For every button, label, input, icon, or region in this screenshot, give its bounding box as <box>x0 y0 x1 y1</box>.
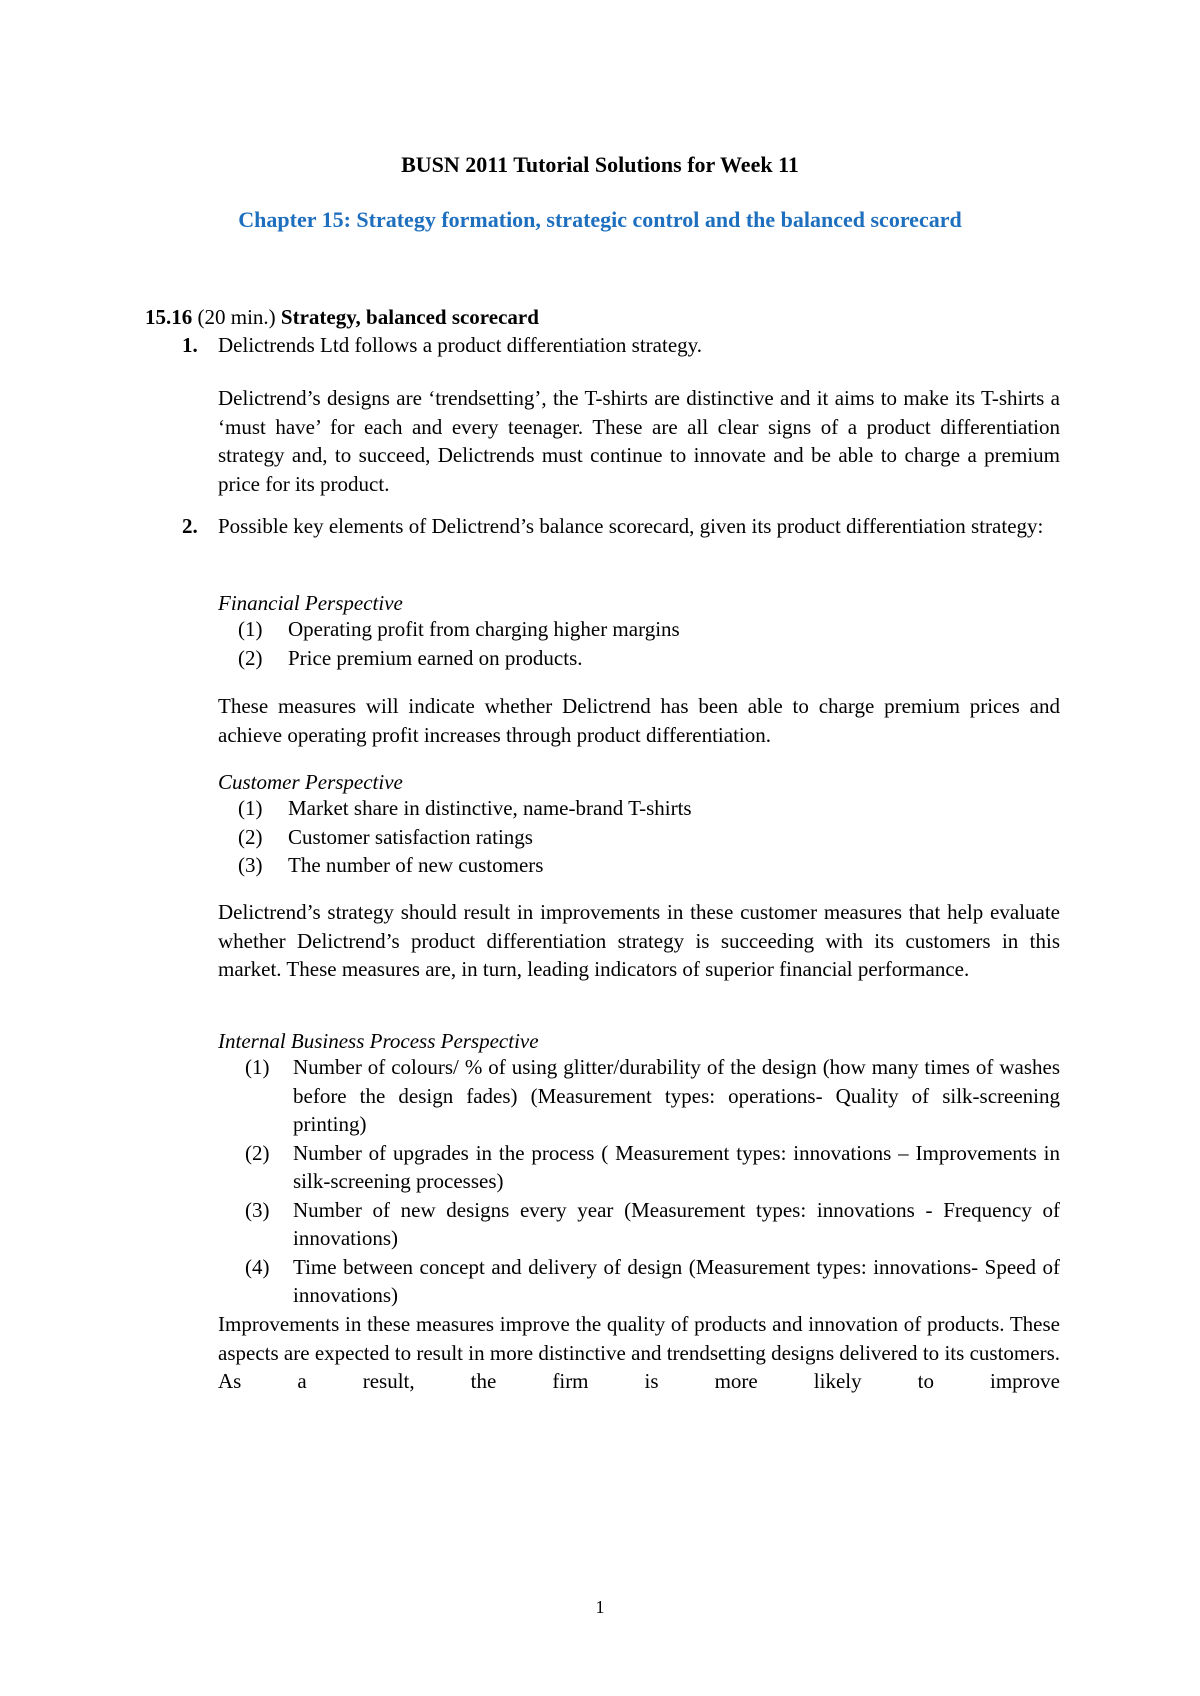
internal-comment: Improvements in these measures improve the quality of products and innovation of products. These aspects are expected to result in more distinctive and trendsetting designs delivered to its customers. As a result, the firm is more likely to improve <box>218 1312 1060 1393</box>
problem-name: Strategy, balanced scorecard <box>280 305 539 329</box>
list-marker: (3) <box>238 853 263 877</box>
part-2-statement: Possible key elements of Delictrend’s balance scorecard, given its product differentiation strategy: <box>218 514 1044 538</box>
list-item-text: Price premium earned on products. <box>288 645 583 670</box>
list-marker: (1) <box>238 617 263 641</box>
problem-number: 15.16 <box>145 305 193 329</box>
problem-heading <box>145 303 539 332</box>
financial-measures-list <box>218 615 1060 672</box>
customer-comment: Delictrend’s strategy should result in improvements in these customer measures that help evaluate whether Delictrend’s product differentiation strategy is succeeding with its customers in this market. These measures are, in turn, leading indicators of superior financial performance. <box>218 900 1060 981</box>
list-marker: (2) <box>245 1140 270 1165</box>
list-item-text: Time between concept and delivery of design (Measurement types: innovations- Speed of innovations) <box>293 1254 1060 1307</box>
customer-measures-list <box>218 794 1060 880</box>
list-item-text: Number of new designs every year (Measurement types: innovations - Frequency of innovations) <box>293 1197 1060 1250</box>
list-item <box>218 615 1060 644</box>
list-item <box>218 1253 1060 1310</box>
list-item <box>218 851 1060 880</box>
list-item <box>218 1053 1060 1139</box>
part-1-explanation: Delictrend’s designs are ‘trendsetting’, the T-shirts are distinctive and it aims to make its T-shirts a ‘must have’ for each and every teenager. These are all clear signs of a product differentiation strategy and, to succeed, Delictrends must continue to innovate and be able to charge a premium price for its product. <box>218 386 1060 496</box>
financial-comment: These measures will indicate whether Delictrend has been able to charge premium prices and achieve operating profit increases through product differentiation. <box>218 694 1060 747</box>
financial-perspective-heading: Financial Perspective <box>218 591 403 615</box>
list-item <box>218 823 1060 852</box>
internal-perspective-heading: Internal Business Process Perspective <box>218 1029 539 1053</box>
list-item-text: Number of colours/ % of using glitter/durability of the design (how many times of washes before the design fades) (Measurement types: operations- Quality of silk-screening printing) <box>293 1055 1060 1136</box>
list-marker: (2) <box>238 645 263 670</box>
list-marker: (4) <box>245 1254 270 1279</box>
list-item-text: The number of new customers <box>288 853 544 877</box>
problem-time: (20 min.) <box>197 305 276 329</box>
list-marker: (2) <box>238 824 263 849</box>
list-item-text: Market share in distinctive, name-brand T-shirts <box>288 796 692 820</box>
list-marker: (1) <box>238 796 263 820</box>
part-2-number: 2. <box>182 514 198 538</box>
customer-perspective-heading: Customer Perspective <box>218 770 403 794</box>
chapter-subtitle: Chapter 15: Strategy formation, strategic control and the balanced scorecard <box>238 207 962 232</box>
page-number: 1 <box>595 1597 605 1617</box>
list-item <box>218 1196 1060 1253</box>
list-item-text: Number of upgrades in the process ( Measurement types: innovations – Improvements in silk-screening processes) <box>293 1140 1060 1193</box>
list-marker: (1) <box>245 1055 270 1079</box>
list-marker: (3) <box>245 1197 270 1222</box>
list-item <box>218 644 1060 673</box>
list-item <box>218 1139 1060 1196</box>
list-item-text: Customer satisfaction ratings <box>288 824 533 849</box>
document-title: BUSN 2011 Tutorial Solutions for Week 11 <box>401 152 799 177</box>
list-item <box>218 794 1060 823</box>
internal-measures-list <box>218 1053 1060 1310</box>
list-item-text: Operating profit from charging higher margins <box>288 617 680 641</box>
part-1-number: 1. <box>182 333 198 357</box>
part-1-statement: Delictrends Ltd follows a product differentiation strategy. <box>218 333 703 357</box>
